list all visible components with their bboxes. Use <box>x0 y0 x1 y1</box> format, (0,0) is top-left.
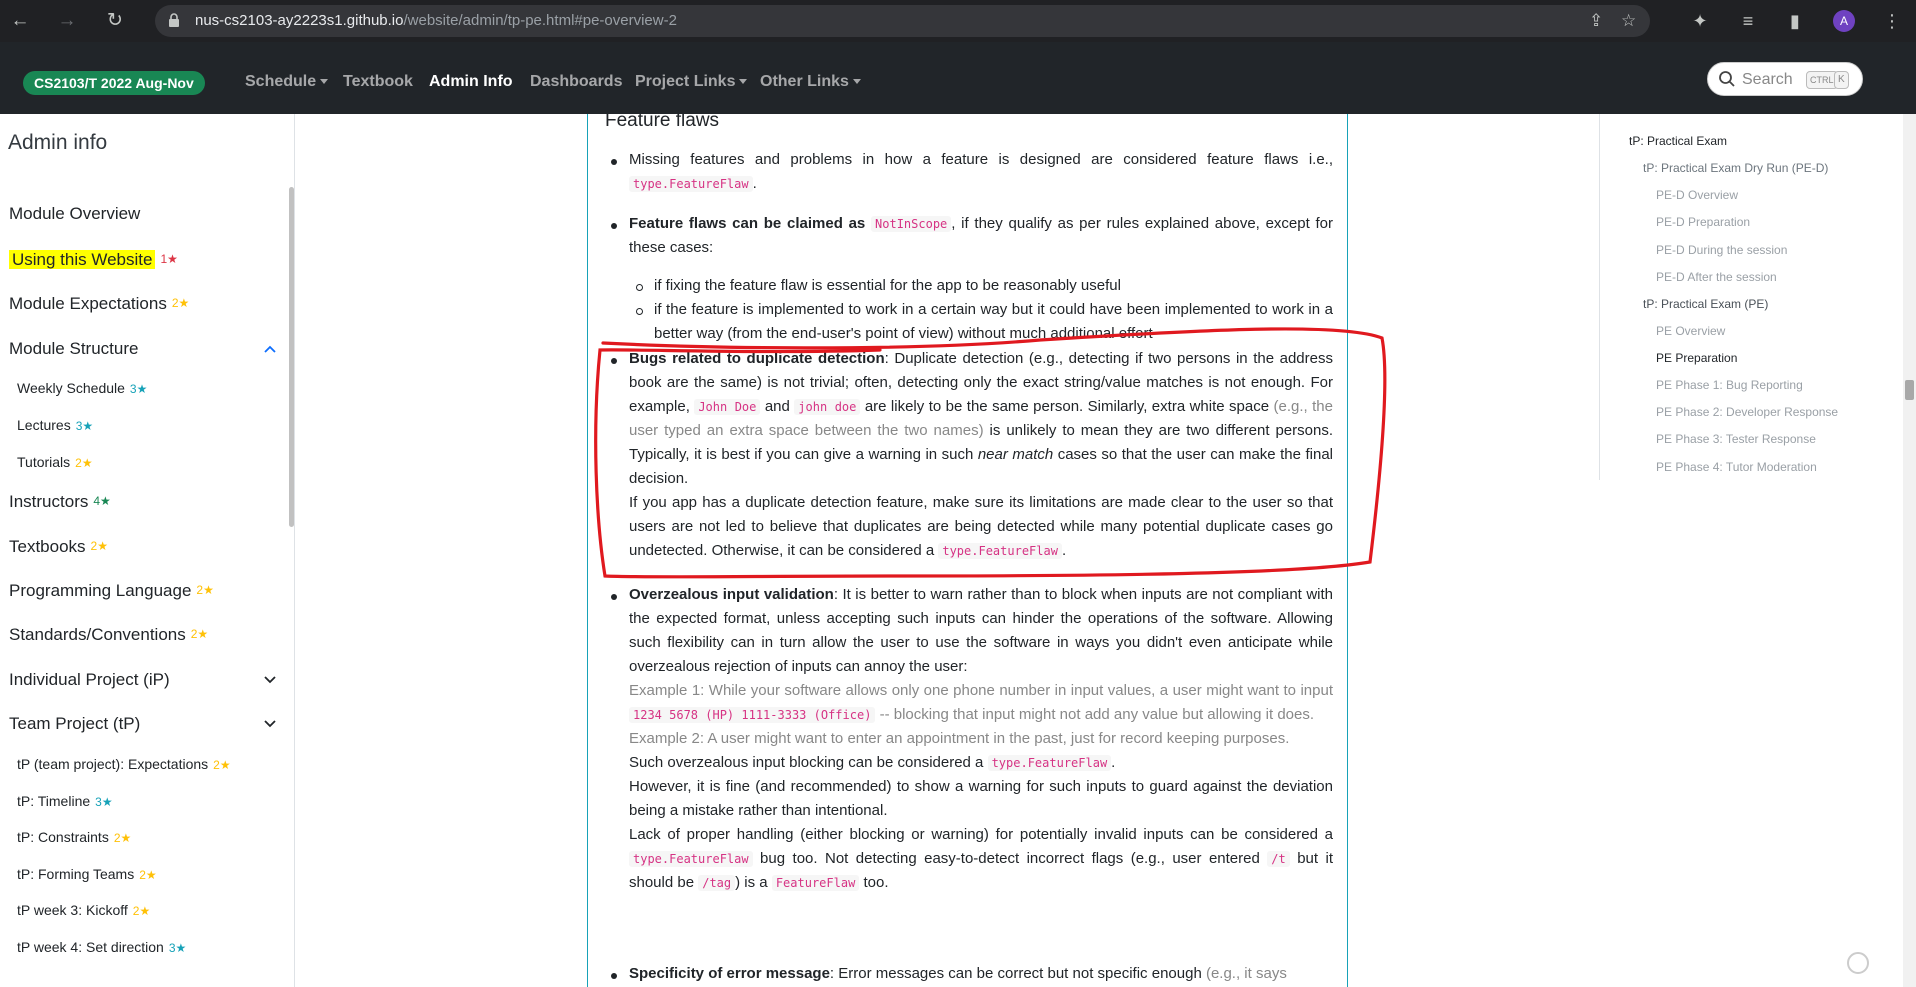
toc-item[interactable]: PE Phase 1: Bug Reporting <box>1656 378 1803 392</box>
extensions-icon[interactable]: ✦ <box>1692 11 1708 31</box>
star-badge: 3★ <box>129 382 148 396</box>
sidebar-item-module-structure[interactable]: Module Structure <box>9 339 139 358</box>
sidebar-scrollbar[interactable] <box>289 187 294 527</box>
media-playlist-icon[interactable]: ≡ <box>1742 11 1754 31</box>
nav-project-links[interactable]: Project Links <box>635 71 747 93</box>
chevron-up-icon[interactable] <box>264 343 276 355</box>
caret-down-icon <box>739 79 747 84</box>
star-badge: 2★ <box>139 868 157 882</box>
sidebar-item-standards-conventions[interactable]: Standards/Conventions $^{2★}$ <box>9 625 209 644</box>
share-icon[interactable]: ⇪ <box>1589 11 1604 30</box>
sidebar-item-tp-forming-teams[interactable]: tP: Forming Teams 2★ <box>17 866 157 882</box>
page-scrollbar[interactable] <box>1903 114 1916 987</box>
sidebar-item-tp-timeline[interactable]: tP: Timeline 3★ <box>17 793 113 809</box>
toc-item[interactable]: PE-D Overview <box>1656 188 1739 202</box>
address-bar[interactable] <box>155 5 1650 37</box>
star-badge: 2★ <box>213 758 231 772</box>
star-badge: 2★ <box>190 627 209 641</box>
menu-kebab-icon[interactable]: ⋮ <box>1883 11 1901 31</box>
sub-list-bullet <box>636 308 643 315</box>
caret-down-icon <box>853 79 861 84</box>
sidebar-title: Admin info <box>8 131 108 154</box>
list-item: Missing features and problems in how a feature is designed are considered feature flaws i.e., type.FeatureFlaw . <box>629 151 1333 192</box>
side-panel-icon[interactable]: ▮ <box>1790 11 1800 31</box>
list-bullet <box>611 594 617 600</box>
browser-toolbar <box>0 0 1916 42</box>
toc-item[interactable]: PE Overview <box>1656 324 1726 338</box>
sidebar-item-module-expectations[interactable]: Module Expectations $^{2★}$ <box>9 294 190 313</box>
back-icon[interactable]: ← <box>10 10 30 31</box>
list-bullet <box>611 223 617 229</box>
sidebar-item-weekly-schedule[interactable]: Weekly Schedule 3★ <box>17 380 148 396</box>
toc-item[interactable]: PE Phase 2: Developer Response <box>1656 405 1839 419</box>
site-navbar <box>0 42 1916 114</box>
main-content <box>587 114 1348 987</box>
star-badge: 2★ <box>75 456 93 470</box>
sidebar-item-tp-week4[interactable]: tP week 4: Set direction 3★ <box>17 939 187 955</box>
sidebar <box>0 114 295 987</box>
star-badge: 2★ <box>113 831 132 845</box>
star-badge: 3★ <box>168 941 187 955</box>
sidebar-item-tp-expectations[interactable]: tP (team project): Expectations 2★ <box>17 756 231 772</box>
page-toc <box>1599 114 1916 480</box>
back-to-top-icon[interactable] <box>1847 952 1869 974</box>
toc-item[interactable]: PE Phase 3: Tester Response <box>1656 432 1816 446</box>
sidebar-item-individual-project[interactable]: Individual Project (iP) <box>9 670 170 689</box>
shortcut-ctrl-key: CTRL <box>1806 71 1838 89</box>
search-placeholder: Search <box>1742 71 1793 88</box>
search-icon <box>1718 70 1736 88</box>
sidebar-item-programming-language[interactable]: Programming Language $^{2★}$ <box>9 581 214 600</box>
toc-item[interactable]: PE-D Preparation <box>1656 215 1751 229</box>
sub-list-item: if fixing the feature flaw is essential for the app to be reasonably useful <box>654 277 1121 294</box>
star-badge: 2★ <box>90 539 108 553</box>
star-badge: 2★ <box>196 583 214 597</box>
star-badge: 2★ <box>132 904 151 918</box>
sidebar-item-textbooks[interactable]: Textbooks $^{2★}$ <box>9 537 108 556</box>
url-text: nus-cs2103-ay2223s1.github.io/website/admin/tp-pe.html#pe-overview-2 <box>195 12 677 29</box>
chevron-down-icon[interactable] <box>264 674 276 686</box>
sidebar-item-module-overview[interactable]: Module Overview <box>9 204 141 223</box>
star-badge: 3★ <box>95 795 113 809</box>
sidebar-item-tutorials[interactable]: Tutorials 2★ <box>17 454 93 470</box>
sidebar-item-instructors[interactable]: Instructors $^{4★}$ <box>9 492 111 511</box>
lock-icon <box>168 13 180 27</box>
list-item-duplicate-detection: Bugs related to duplicate detection: Duplicate detection (e.g., detecting if two persons in the address book are the same) is not trivial; often, detecting only the exact string/value matches is not enough. For example, John Doe and john doe are likely to be the same person. Similarly, extra white space (e.g., the user typed an extra space between the two names) is unlikely to mean they are two different persons. Typically, it is best if you can give a warning in such near match cases so that the user can make the final decision. If you app has a duplicate detection feature, make sure its limitations are made clear to the user so that users are not led to believe that duplicates are being detected while many potential duplicate cases go undetected. Otherwise, it can be considered a type.FeatureFlaw . <box>629 350 1334 559</box>
sub-list-item: if the feature is implemented to work in a certain way but it could have been implemented to work in a better way (from the end-user's point of view) without much additional effort <box>654 301 1333 342</box>
bookmark-star-icon[interactable]: ☆ <box>1621 11 1637 30</box>
list-bullet <box>611 358 617 364</box>
toc-item[interactable]: tP: Practical Exam <box>1629 134 1728 148</box>
nav-schedule[interactable]: Schedule <box>245 71 328 93</box>
section-heading: Feature flaws <box>605 114 720 131</box>
search-input[interactable] <box>1707 62 1863 96</box>
list-item: Feature flaws can be claimed as NotInScope , if they qualify as per rules explained above, except for these cases: <box>629 215 1334 256</box>
list-bullet <box>611 159 617 165</box>
star-badge: 3★ <box>75 419 94 433</box>
star-badge: 4★ <box>93 494 111 508</box>
sidebar-item-team-project[interactable]: Team Project (tP) <box>9 714 141 733</box>
shortcut-k-key: K <box>1834 71 1849 89</box>
list-item-error-specificity: Specificity of error message: Error messages can be correct but not specific enough (e.g., it says <box>629 965 1287 982</box>
toc-item-active[interactable]: PE Preparation <box>1656 351 1738 365</box>
nav-other-links[interactable]: Other Links <box>760 71 861 93</box>
toc-item[interactable]: tP: Practical Exam (PE) <box>1643 297 1769 311</box>
sidebar-item-tp-week3[interactable]: tP week 3: Kickoff 2★ <box>17 902 151 918</box>
caret-down-icon <box>320 79 328 84</box>
toc-item[interactable]: PE-D During the session <box>1656 243 1788 257</box>
toc-item[interactable]: PE Phase 4: Tutor Moderation <box>1656 460 1817 474</box>
nav-textbook[interactable]: Textbook <box>343 73 413 90</box>
nav-dashboards[interactable]: Dashboards <box>530 73 623 90</box>
nav-admin-info[interactable]: Admin Info <box>429 73 513 90</box>
profile-avatar[interactable]: A <box>1833 10 1855 32</box>
star-badge: 2★ <box>171 296 190 310</box>
sidebar-item-lectures[interactable]: Lectures 3★ <box>17 417 94 433</box>
list-item-overzealous-validation: Overzealous input validation: It is better to warn rather than to block when inputs are not compliant with the expected format, unless accepting such inputs can hinder the operations of the software. Allowing such flexibility can in turn allow the user to use the software in ways you didn't even anticipate while overzealous rejection of inputs can annoy the user: Example 1: While your software allows only one phone number in input values, a user might want to input 1234 5678 (HP) 1111-3333 (Office) -- blocking that input might not add any value but allowing it does. Example 2: A user might want to enter an appointment in the past, just for record keeping purposes. Such overzealous input blocking can be considered a type.FeatureFlaw . However, it is fine (and recommended) to show a warning for such inputs to guard against the deviation being a mistake rather than intentional. Lack of proper handling (either blocking or warning) for potentially invalid inputs can be considered a type.FeatureFlaw bug too. Not detecting easy-to-detect incorrect flags (e.g., user entered /t but it should be /tag ) is a FeatureFlaw too. <box>629 586 1333 891</box>
star-badge: 1★ <box>160 252 178 266</box>
sub-list-bullet <box>636 284 643 291</box>
toc-item[interactable]: PE-D After the session <box>1656 270 1777 284</box>
sidebar-item-tp-constraints[interactable]: tP: Constraints 2★ <box>17 829 132 845</box>
forward-icon[interactable]: → <box>57 10 77 31</box>
brand-badge[interactable]: CS2103/T 2022 Aug-Nov <box>23 71 205 95</box>
sidebar-item-using-this-website[interactable]: Using this Website $^{1★}$ <box>9 250 178 270</box>
reload-icon[interactable]: ↻ <box>107 10 123 31</box>
list-bullet <box>611 973 617 979</box>
scrollbar-thumb[interactable] <box>1905 380 1914 400</box>
chevron-down-icon[interactable] <box>264 718 276 730</box>
toc-item[interactable]: tP: Practical Exam Dry Run (PE-D) <box>1643 161 1829 175</box>
